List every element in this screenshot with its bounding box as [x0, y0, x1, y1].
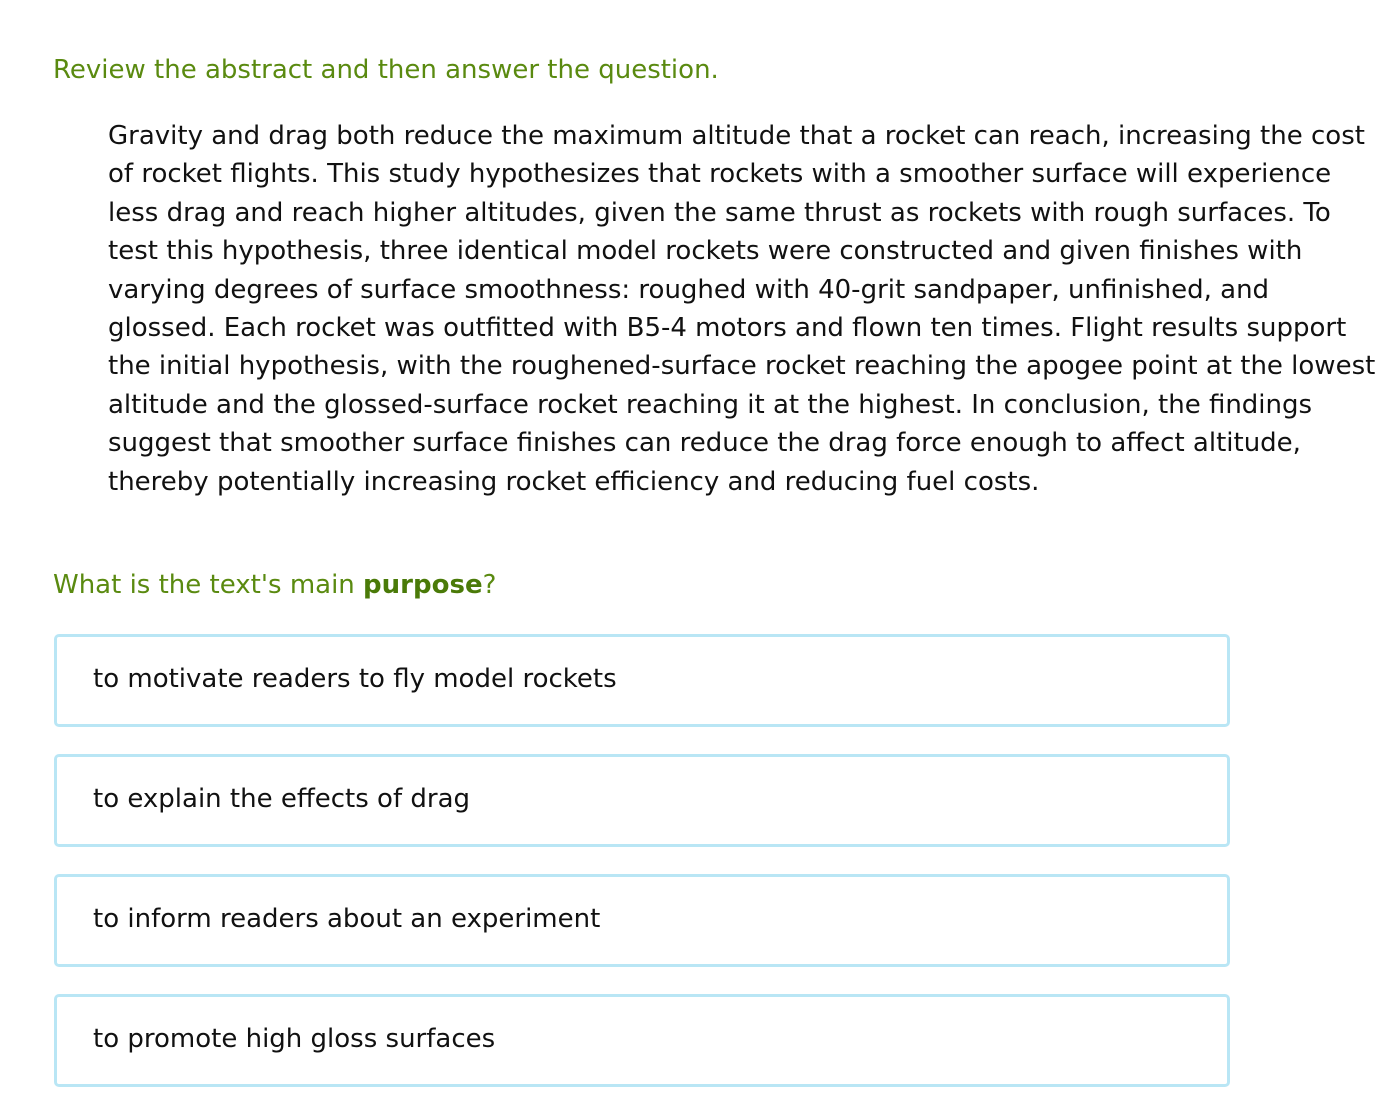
answer-choice-label: to explain the effects of drag — [93, 783, 471, 814]
question-prefix: What is the text's main — [53, 570, 364, 600]
abstract-passage: Gravity and drag both reduce the maximum altitude that a rocket can reach, increasing the cost of rocket flights. This study hypothesizes that rockets with a smoother surface will experience less drag and reach higher altitudes, given the same thrust as rockets with rough surfaces. To test this hypothesis, three identical model rockets were constructed and given finishes with varying degrees of surface smoothness: roughed with 40-grit sandpaper, unfinished, and glossed. Each rocket was outfitted with B5-4 motors and flown ten times. Flight results support the initial hypothesis, with the roughened-surface rocket reaching the apogee point at the lowest altitude and the glossed-surface rocket reaching it at the highest. In conclusion, the findings suggest that smoother surface finishes can reduce the drag force enough to affect altitude, thereby potentially increasing rocket efficiency and reducing fuel costs. — [108, 121, 1376, 497]
question-prompt — [53, 567, 496, 603]
question-suffix: ? — [482, 570, 497, 600]
answer-choice-b[interactable] — [54, 754, 1230, 847]
answer-choice-label: to inform readers about an experiment — [93, 903, 601, 934]
answer-choice-label: to promote high gloss surfaces — [93, 1023, 496, 1054]
answer-choice-a[interactable] — [54, 634, 1230, 727]
answer-choices — [54, 634, 1230, 1114]
answer-choice-d[interactable] — [54, 994, 1230, 1087]
answer-choice-c[interactable] — [54, 874, 1230, 967]
answer-choice-label: to motivate readers to fly model rockets — [93, 663, 617, 694]
instruction-text: Review the abstract and then answer the question. — [53, 55, 719, 85]
question-emphasis: purpose — [363, 570, 483, 600]
